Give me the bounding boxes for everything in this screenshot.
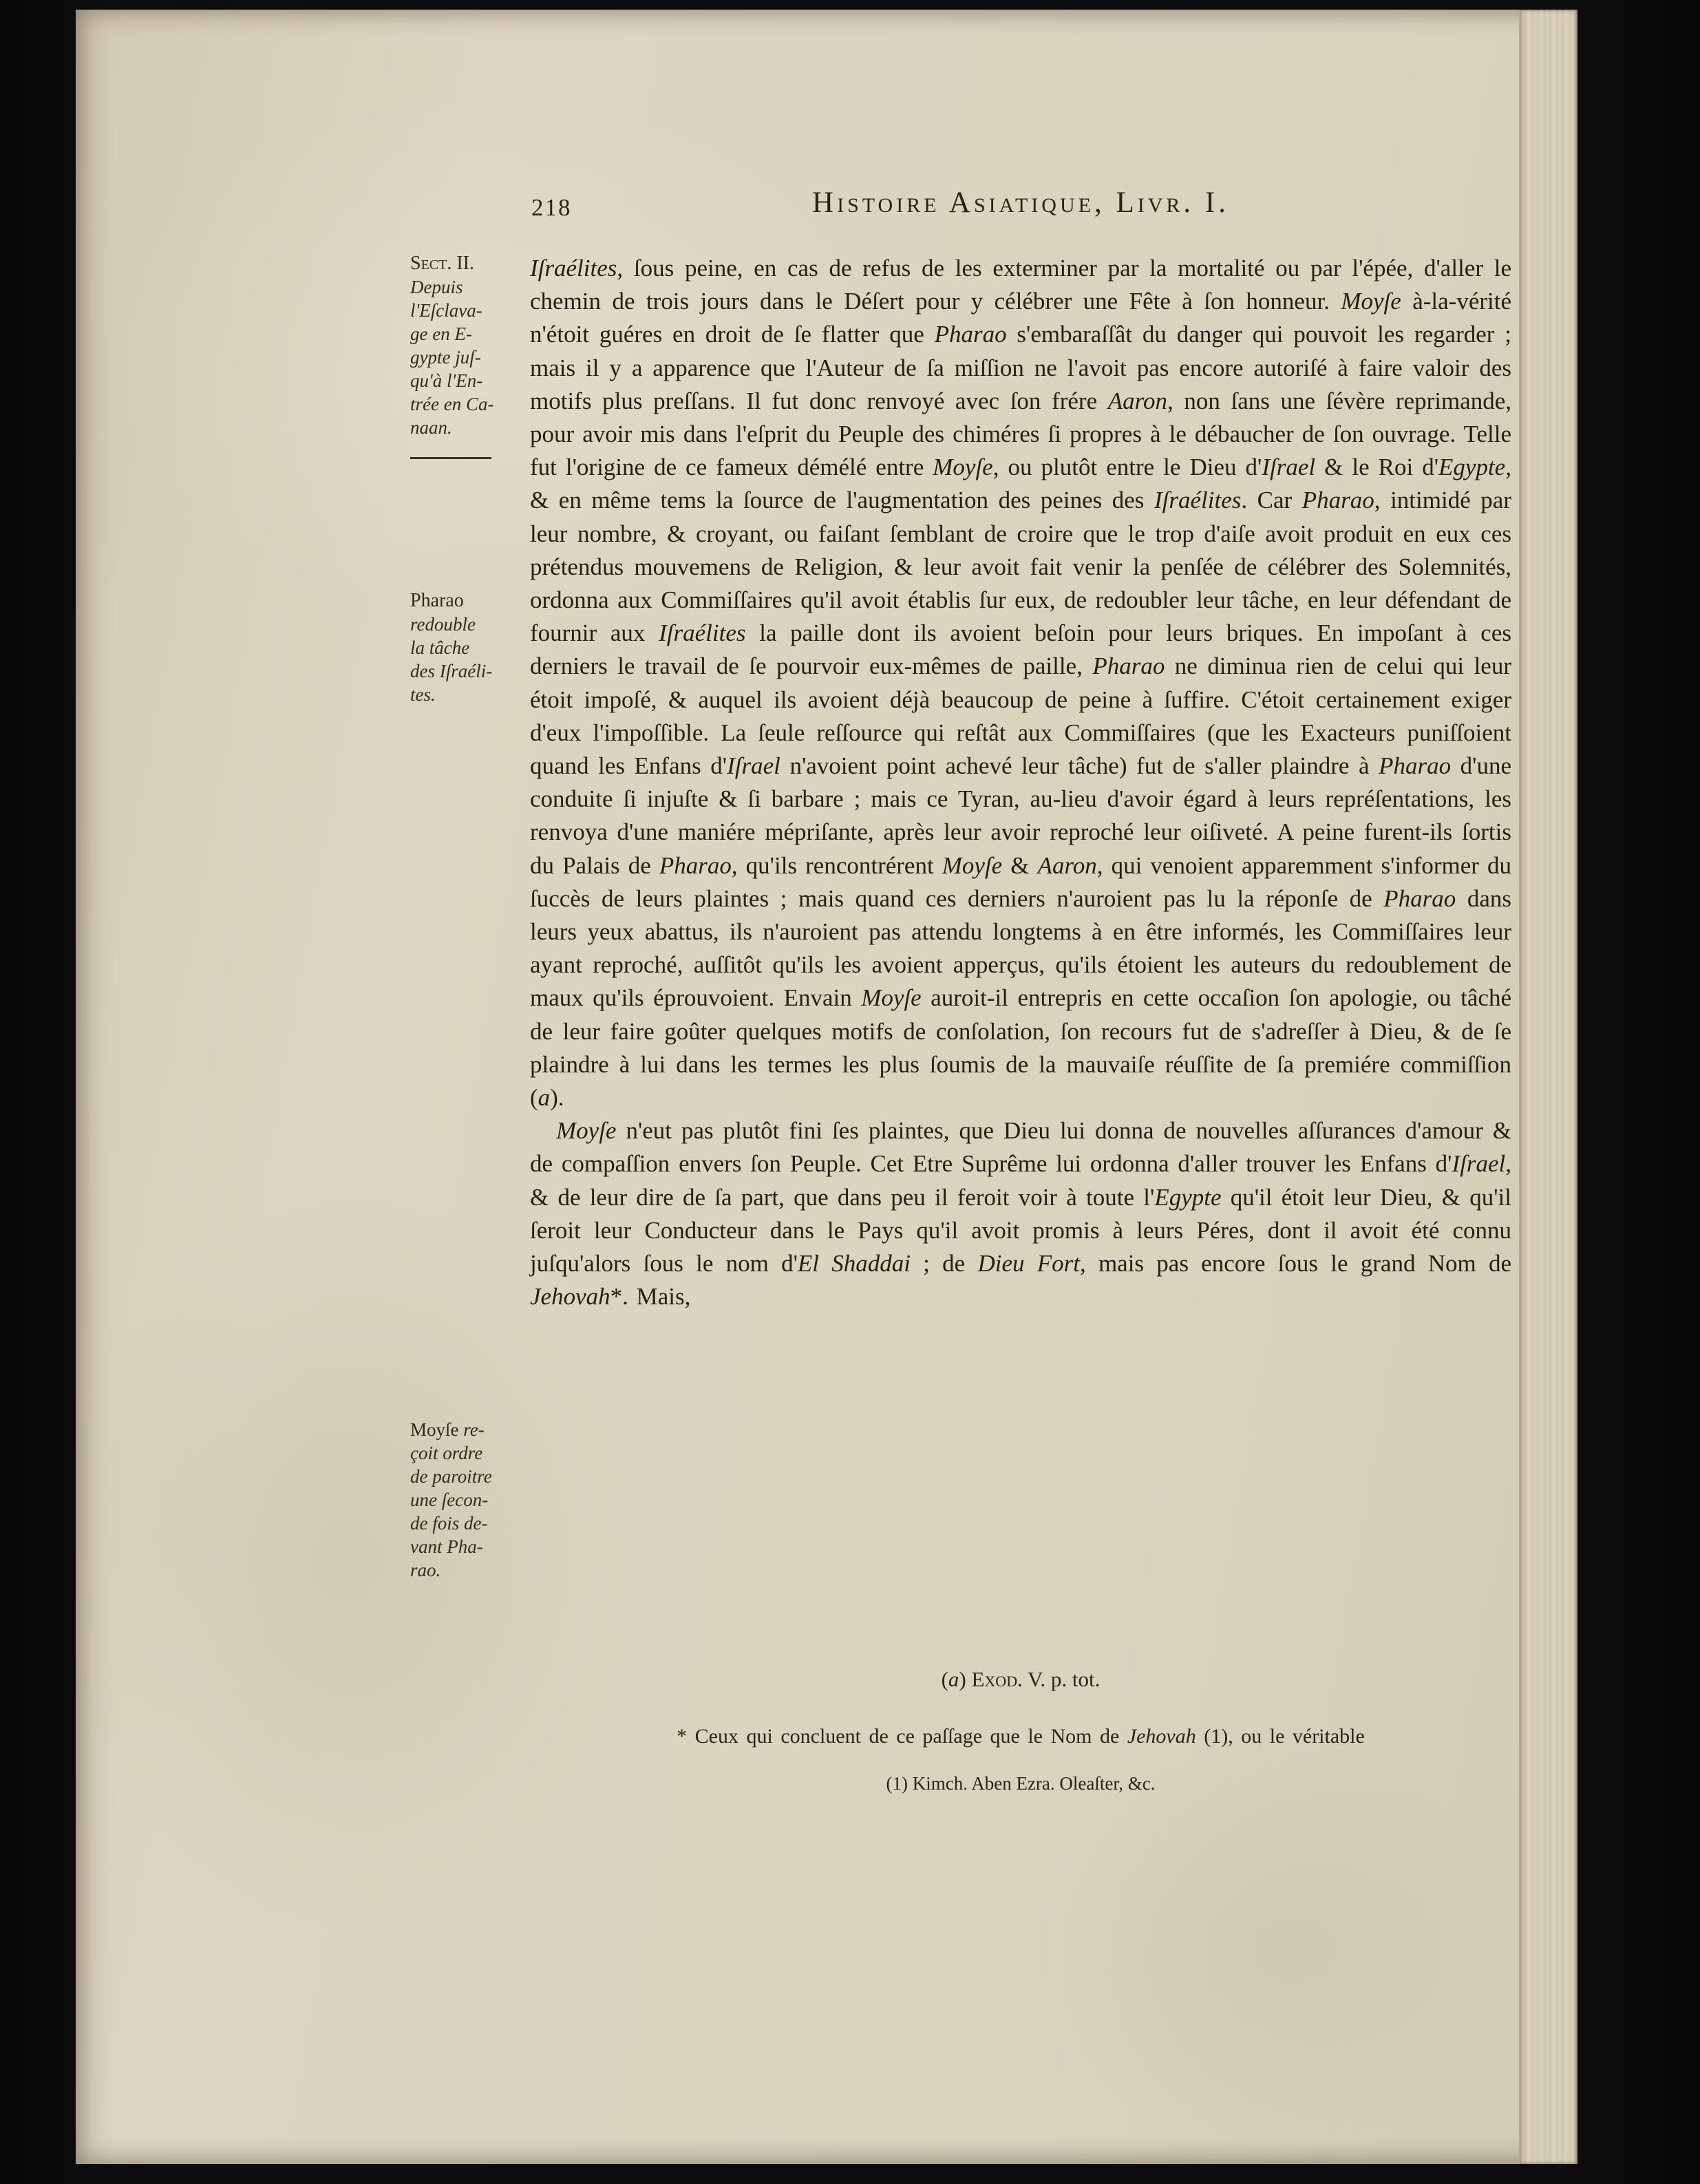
page-number: 218 xyxy=(531,194,572,221)
body-paragraph-1: Iſraélites, ſous peine, en cas de refus de les exterminer par la mortalité ou par l'épée, d'aller le chemin de trois jours dans le Déſert pour y célébrer une Fête à ſon honneur. Moyſe à-la-vérité n'étoit guéres en droit de ſe flatter que Pharao s'embaraſſât du danger qui pouvoit les regarder ; mais il y a apparence que l'Auteur de ſa miſſion ne l'avoit pas encore autoriſé à faire valoir des motifs plus preſſans. Il fut donc renvoyé avec ſon frére Aaron, non ſans une ſévère reprimande, pour avoir mis dans l'eſprit du Peuple des chiméres ſi propres à le débaucher de ſon ouvrage. Telle fut l'origine de ce fameux démélé entre Moyſe, ou plutôt entre le Dieu d'Iſrael & le Roi d'Egypte, & en même tems la ſource de l'augmentation des peines des Iſraélites. Car Pharao, intimidé par leur nombre, & croyant, ou faiſant ſemblant de croire que le trop d'aiſe avoit produit en eux ces prétendus mouvemens de Religion, & leur avoit fait venir la penſée de célébrer des Solemnités, ordonna aux Commiſſaires qu'il avoit établis ſur eux, de redoubler leur tâche, en leur défendant de fournir aux Iſraélites la paille dont ils avoient beſoin pour leurs briques. En impoſant à ces derniers le travail de ſe pourvoir eux-mêmes de paille, Pharao ne diminua rien de celui qui leur étoit impoſé, & auquel ils avoient déjà beaucoup de peine à ſuffire. C'étoit certainement exiger d'eux l'impoſſible. La ſeule reſſource qui reſtât aux Commiſſaires (que les Exacteurs puniſſoient quand les Enfans d'Iſrael n'avoient point achevé leur tâche) fut de s'aller plaindre à Pharao d'une conduite ſi injuſte & ſi barbare ; mais ce Tyran, au-lieu d'avoir égard à leurs repréſentations, les renvoya d'une maniére mépriſante, après leur avoir reproché leur oiſiveté. A peine furent-ils ſortis du Palais de Pharao, qu'ils rencontrérent Moyſe & Aaron, qui venoient apparemment s'informer du ſuccès de leurs plaintes ; mais quand ces derniers n'auroient pas lu la réponſe de Pharao dans leurs yeux abattus, ils n'auroient pas attendu longtems à en être informés, les Commiſſaires leur ayant reproché, auſſitôt qu'ils les avoient apperçus, qu'ils étoient les auteurs du redoublement de maux qu'ils éprouvoient. Envain Moyſe auroit-il entrepris en cette occaſion ſon apologie, ou tâché de leur faire goûter quelques motifs de conſolation, ſon recours fut de s'adreſſer à Dieu, & de ſe plaindre à lui dans les termes les plus ſoumis de la mauvaiſe réuſſite de ſa premiére commiſſion (a). xyxy=(530,255,1512,1112)
page-header xyxy=(530,186,1511,229)
page-fore-edge xyxy=(1519,10,1577,2164)
margin-note-heading: Pharao xyxy=(410,590,464,611)
margin-note-section xyxy=(410,252,523,459)
margin-note-text: redouble la tâche des Iſraéli- tes. xyxy=(410,614,493,705)
margin-note-text: Depuis l'Eſclava- ge en E- gypte juſ- qu'à l'En- trée en Ca- naan. xyxy=(410,277,494,438)
margin-note-pharao xyxy=(410,589,523,706)
margin-rule xyxy=(410,457,491,459)
footnote-a: (a) Exod. V. p. tot. xyxy=(941,1667,1101,1691)
body-text xyxy=(530,252,1511,1314)
margin-note-moyse xyxy=(410,1418,523,1582)
body-paragraph-2: Moyſe n'eut pas plutôt fini ſes plaintes, que Dieu lui donna de nouvelles aſſurances d'amour & de compaſſion envers ſon Peuple. Cet Etre Suprême lui ordonna d'aller trouver les Enfans d'Iſrael, & de leur dire de ſa part, que dans peu il feroit voir à toute l'Egypte qu'il étoit leur Dieu, & qu'il ſeroit leur Conducteur dans le Pays qu'il avoit promis à leurs Péres, dont il avoit été connu juſqu'alors ſous le nom d'El Shaddai ; de Dieu Fort, mais pas encore ſous le grand Nom de Jehovah*. Mais, xyxy=(530,1117,1511,1311)
footnote-1: (1) Kimch. Aben Ezra. Oleaſter, &c. xyxy=(886,1773,1156,1794)
margin-note-heading: Sect. II. xyxy=(410,253,474,274)
book-page xyxy=(76,10,1577,2164)
footnote-asterisk: * Ceux qui concluent de ce paſſage que le Nom de Jehovah (1), ou le véritable xyxy=(677,1725,1365,1748)
running-title: Histoire Asiatique, Livr. I. xyxy=(812,187,1229,219)
margin-note-text: Moyſe re- çoit ordre de paroitre une ſecon- de fois de- vant Pha- rao. xyxy=(410,1419,492,1580)
